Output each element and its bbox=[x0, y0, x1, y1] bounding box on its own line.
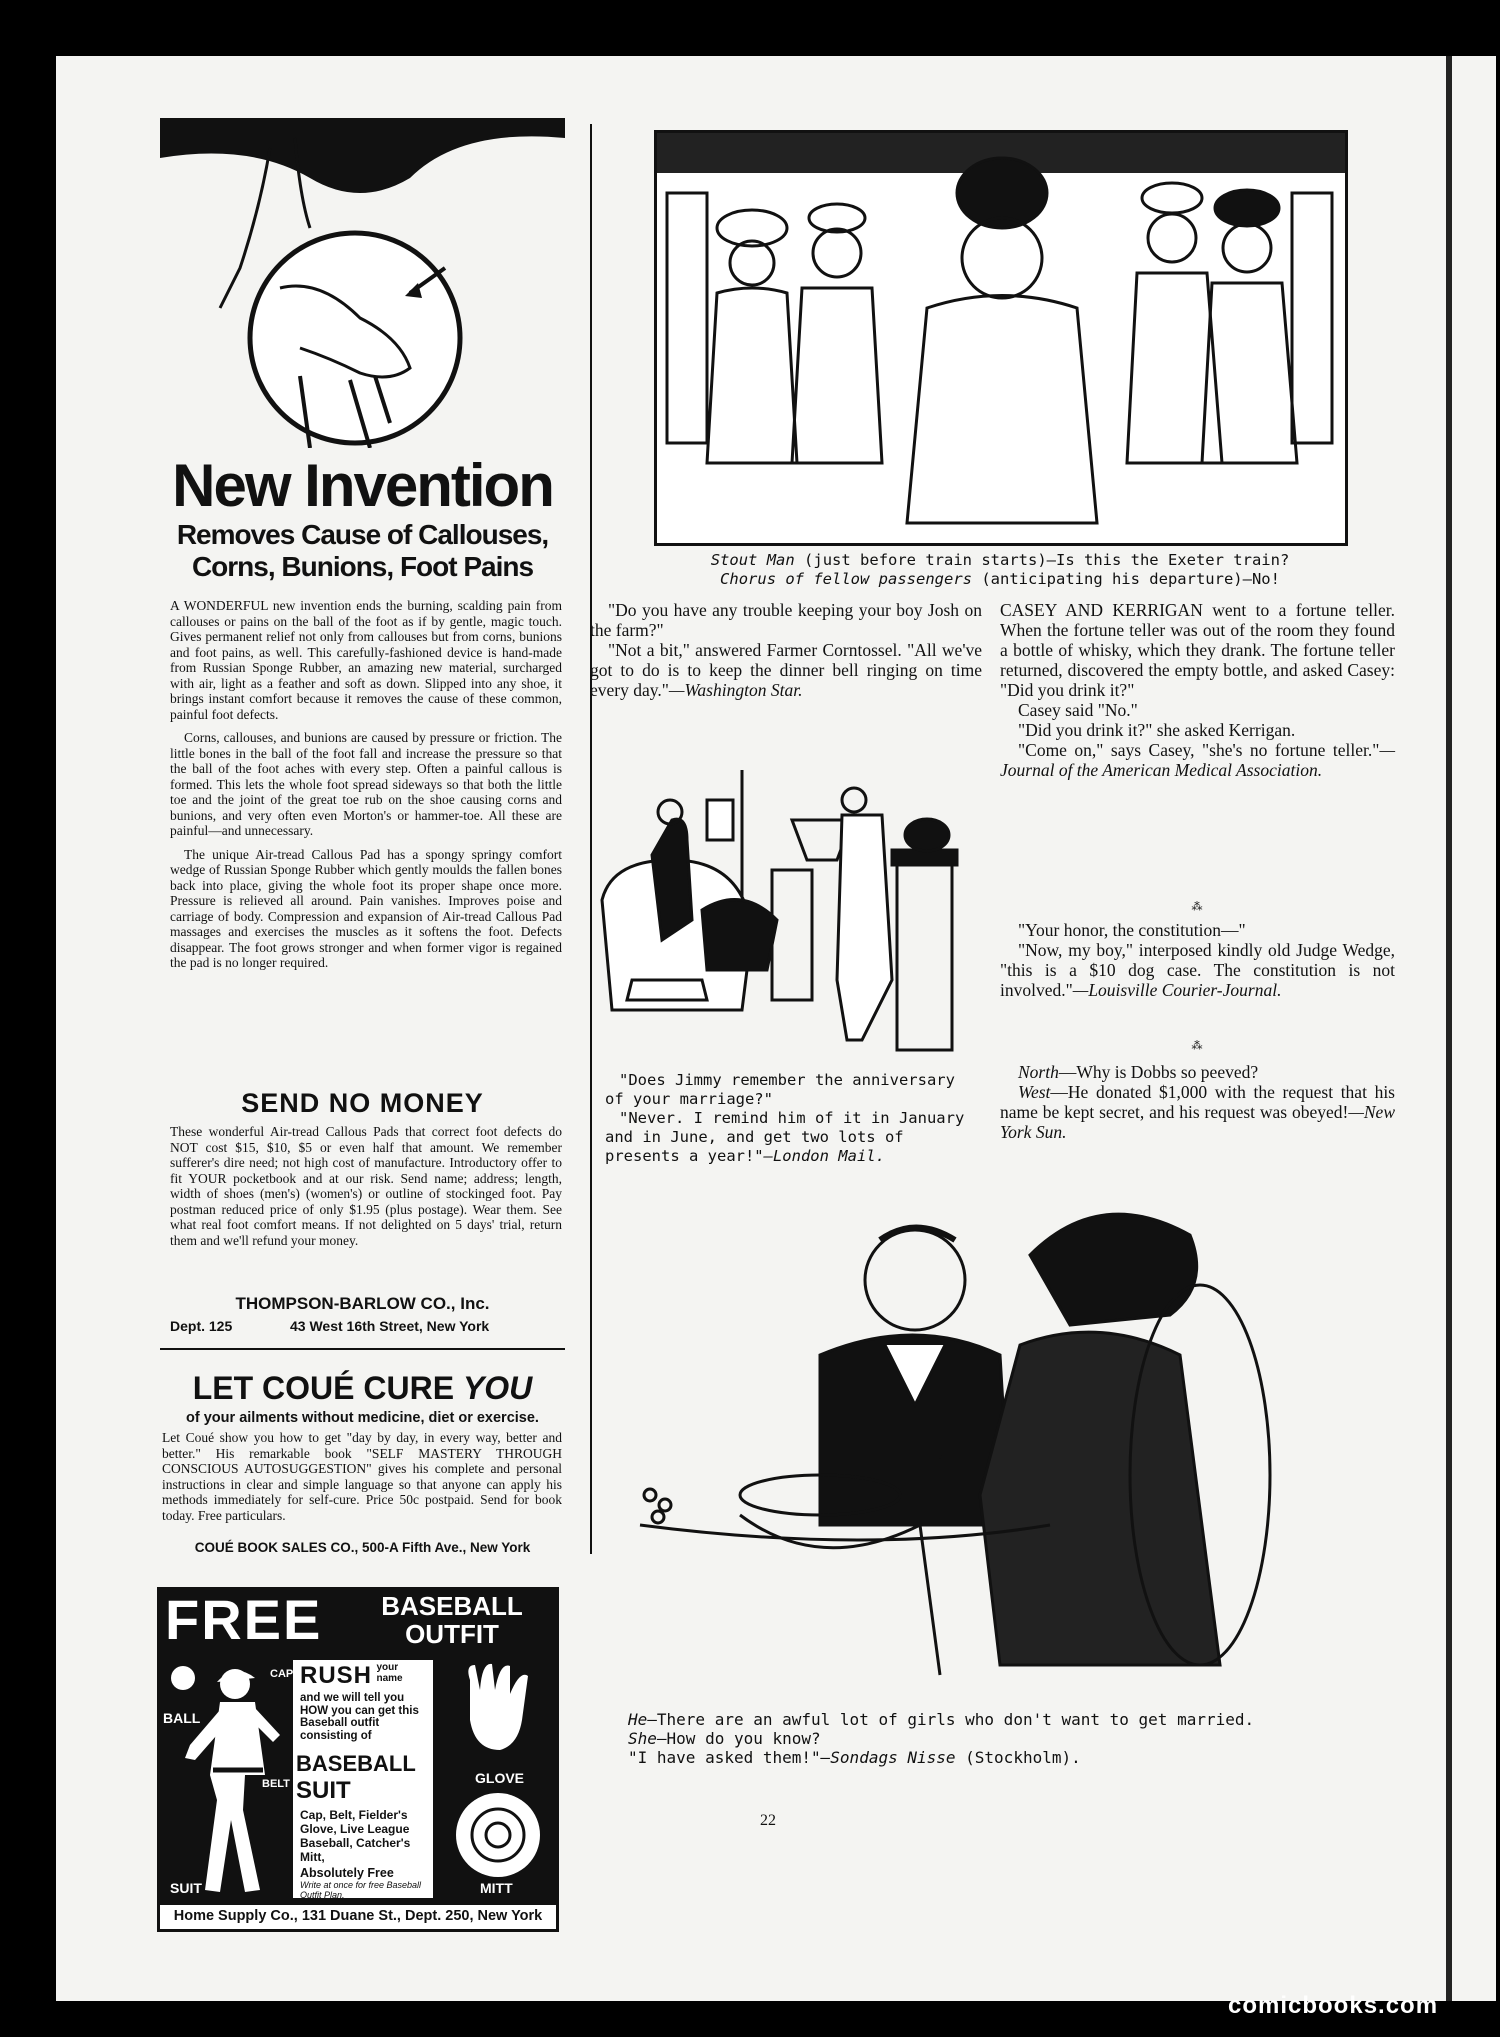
josh-source: —Washington Star. bbox=[668, 680, 803, 700]
dobbs-question-text: —Why is Dobbs so peeved? bbox=[1058, 1062, 1259, 1082]
ad-address: 43 West 16th Street, New York bbox=[290, 1318, 490, 1334]
ad-offer-text: These wonderful Air-tread Callous Pads that correct foot defects do NOT cost $15, $10, $5 or even half that amount. We remember sufferer's dire need; not high cost of manufacture. Introductory offer to fit YOUR pocketbook and at our risk. Send name; address; length, width of shoes (men's) (women's) or outline of stockinged foot. Pay postman reduced price of only $1.95 (plus postage). Wear them. See what real foot comfort means. If not delighted on 5 days' trial, return them and we'll refund your money. bbox=[170, 1124, 562, 1248]
watermark: comicbooks.com bbox=[1228, 1992, 1439, 2019]
coue-footer: COUÉ BOOK SALES CO., 500-A Fifth Ave., New York bbox=[194, 1540, 531, 1555]
train-cartoon bbox=[654, 130, 1348, 546]
joke-josh bbox=[590, 600, 982, 700]
coue-headline-you: YOU bbox=[462, 1370, 533, 1406]
baseball-rush bbox=[300, 1662, 430, 1690]
coue-body: Let Coué show you how to get "day by day, in every way, better and better." His remarkable book "SELF MASTERY THROUGH CONSCIOUS AUTOSUGGESTION" gives his complete and personal instructions in clear and simple language so that anyone can apply his methods immediately for self-cure. Price 50c postpaid. Send for book today. Free particulars. bbox=[162, 1430, 562, 1523]
ad-company-name: THOMPSON-BARLOW CO., Inc. bbox=[235, 1294, 490, 1313]
parlor-answer-text: "Never. I remind him of it in January and in June, and get two lots of presents a year!" bbox=[605, 1109, 965, 1165]
dinner-last bbox=[628, 1748, 1348, 1767]
baseball-items: Cap, Belt, Fielder's Glove, Live League Baseball, Catcher's Mitt, bbox=[300, 1808, 411, 1864]
dobbs-answer-text: —He donated $1,000 with the request that his name be kept secret, and his request was obeyed! bbox=[1000, 1082, 1395, 1122]
dinner-he-label: He bbox=[628, 1710, 648, 1729]
casey-source: —Journal of the American Medical Association. bbox=[1000, 740, 1395, 780]
parlor-question: "Does Jimmy remember the anniversary of your marriage?" bbox=[605, 1071, 955, 1108]
label-ball: BALL bbox=[163, 1710, 201, 1726]
josh-answer-text: "Not a bit," answered Farmer Corntossel. "All we've got to do is to keep the dinner bell ringing on time every day." bbox=[590, 640, 982, 700]
casey-p2: Casey said "No." bbox=[1018, 700, 1138, 720]
baseball-suit-1: BASEBALL bbox=[296, 1751, 416, 1776]
divider-1: ⁂ bbox=[1191, 901, 1204, 913]
adjacent-page-edge bbox=[1446, 56, 1496, 2001]
send-no-money-heading: SEND NO MONEY bbox=[241, 1088, 484, 1118]
baseball-absolutely-free: Absolutely Free bbox=[300, 1866, 394, 1880]
ad-paragraph-3: The unique Air-tread Callous Pad has a spongy springy comfort wedge of Russian Sponge Rubber which gently moulds the fallen bones back into place, giving the whole foot its proper shape once more. Pressure is relieved all around. Pain vanishes. Improves poise and carriage of body. Compression and expansion of Air-tread Callous Pad massages and exercises the muscles as it softens the foot. Defects disappear. The foot grows stronger and when former vigor is regained the pad is no longer required. bbox=[170, 846, 562, 970]
dinner-she-label: She bbox=[628, 1729, 657, 1748]
label-glove: GLOVE bbox=[475, 1770, 525, 1786]
baseball-rush-body: and we will tell you HOW you can get this Baseball outfit consisting of bbox=[300, 1692, 419, 1742]
dobbs-west: West bbox=[1018, 1082, 1051, 1102]
casey-p1: CASEY AND KERRIGAN went to a fortune teller. When the fortune teller was out of the room they found a bottle of whisky, which they drank. The fortune teller returned, discovered the empty bottle, and asked Casey: "Did you drink it?" bbox=[1000, 600, 1395, 700]
parlor-cartoon bbox=[592, 760, 972, 1060]
ad-subhead-2: Corns, Bunions, Foot Pains bbox=[191, 551, 534, 582]
divider-2: ⁂ bbox=[1191, 1040, 1204, 1052]
baseball-footer: Home Supply Co., 131 Duane St., Dept. 250, New York bbox=[173, 1908, 543, 1924]
casey-p4 bbox=[1000, 740, 1395, 780]
baseball-title-1: BASEBALL bbox=[381, 1591, 523, 1621]
joke-dobbs bbox=[1000, 1062, 1395, 1142]
dinner-last-text: "I have asked them!" bbox=[628, 1748, 821, 1767]
dobbs-north: North bbox=[1018, 1062, 1059, 1082]
judge-p2-text: "Now, my boy," interposed kindly old Judge Wedge, "this is a $10 dog case. The constitution is not involved." bbox=[1000, 940, 1395, 1000]
baseball-title-2: OUTFIT bbox=[405, 1619, 499, 1649]
parlor-source: —London Mail. bbox=[763, 1147, 885, 1165]
train-caption-line-1 bbox=[660, 551, 1340, 570]
judge-source: —Louisville Courier-Journal. bbox=[1072, 980, 1282, 1000]
baseball-free: FREE bbox=[165, 1588, 323, 1651]
ad-headline: New Invention bbox=[172, 452, 553, 519]
stout-man-line: (just before train starts)—Is this the Exeter train? bbox=[794, 551, 1290, 569]
dinner-he bbox=[628, 1710, 1348, 1729]
baseball-suit-2: SUIT bbox=[296, 1777, 351, 1804]
ad-subhead-1: Removes Cause of Callouses, bbox=[176, 519, 549, 550]
stout-man: Stout Man bbox=[710, 551, 795, 569]
dinner-caption bbox=[628, 1710, 1348, 1767]
train-caption bbox=[660, 551, 1340, 589]
dinner-she-text: —How do you know? bbox=[656, 1729, 821, 1748]
dobbs-source: —New York Sun. bbox=[1000, 1102, 1395, 1142]
train-caption-line-2 bbox=[660, 570, 1340, 589]
coue-subhead: of your ailments without medicine, diet or exercise. bbox=[186, 1410, 539, 1426]
ad-separator bbox=[160, 1348, 565, 1350]
label-belt: BELT bbox=[262, 1778, 290, 1790]
josh-question: "Do you have any trouble keeping your boy Josh on the farm?" bbox=[590, 600, 982, 640]
dinner-cartoon bbox=[620, 1195, 1340, 1695]
joke-casey bbox=[1000, 600, 1395, 780]
dinner-source: —Sondags Nisse bbox=[820, 1748, 956, 1767]
rush-small: your name bbox=[376, 1662, 403, 1684]
label-mitt: MITT bbox=[480, 1880, 513, 1896]
ad-body bbox=[170, 598, 562, 971]
joke-judge bbox=[1000, 920, 1395, 1000]
casey-p3: "Did you drink it?" she asked Kerrigan. bbox=[1018, 720, 1296, 740]
dobbs-answer bbox=[1000, 1082, 1395, 1142]
ad-paragraph-2: Corns, callouses, and bunions are caused by pressure or friction. The little bones in the ball of the foot fall and increase the pressure so that the ball of the foot aches with every step. Often a painful callous is formed. This lets the whole foot spread sideways so that both the little toe and the joint of the great toe rub on the shoe causing corns and bunions, and very often even Morton's or hammer-toe. All these are painful—and unnecessary. bbox=[170, 730, 562, 838]
judge-p2 bbox=[1000, 940, 1395, 1000]
foot-illustration bbox=[160, 118, 565, 448]
dobbs-question bbox=[1000, 1062, 1395, 1082]
chorus: Chorus of fellow passengers bbox=[720, 570, 972, 588]
coue-headline bbox=[160, 1370, 565, 1406]
ad-paragraph-1: A WONDERFUL new invention ends the burning, scalding pain from callouses or pains on the ball of the foot as if by gentle, magic touch. Gives permanent relief not only from callouses but from corns, bunions and foot pains, as well. This carefully-fashioned device is hand-made from Russian Sponge Rubber, an amazing new material, surcharged with air, light as a feather and soft as down. Slipped into any shoe, it brings instant comfort because it removes the cause of these common, painful foot defects. bbox=[170, 598, 562, 722]
page-number: 22 bbox=[760, 1812, 776, 1829]
parlor-answer bbox=[605, 1109, 977, 1166]
ad-dept: Dept. 125 bbox=[170, 1318, 233, 1334]
dinner-source-tail: (Stockholm). bbox=[955, 1748, 1081, 1767]
rush-word: RUSH bbox=[300, 1662, 373, 1689]
dinner-he-text: —There are an awful lot of girls who don't want to get married. bbox=[647, 1710, 1255, 1729]
dinner-she bbox=[628, 1729, 1348, 1748]
chorus-line: (anticipating his departure)—No! bbox=[972, 570, 1280, 588]
parlor-caption bbox=[605, 1071, 977, 1166]
coue-headline-main: LET COUÉ CURE bbox=[192, 1370, 463, 1406]
baseball-write: Write at once for free Baseball Outfit Plan. bbox=[300, 1880, 422, 1900]
label-suit: SUIT bbox=[170, 1880, 202, 1896]
casey-p4-text: "Come on," says Casey, "she's no fortune teller." bbox=[1018, 740, 1380, 760]
josh-answer bbox=[590, 640, 982, 700]
judge-p1: "Your honor, the constitution—" bbox=[1018, 920, 1246, 940]
label-cap: CAP bbox=[270, 1668, 294, 1680]
